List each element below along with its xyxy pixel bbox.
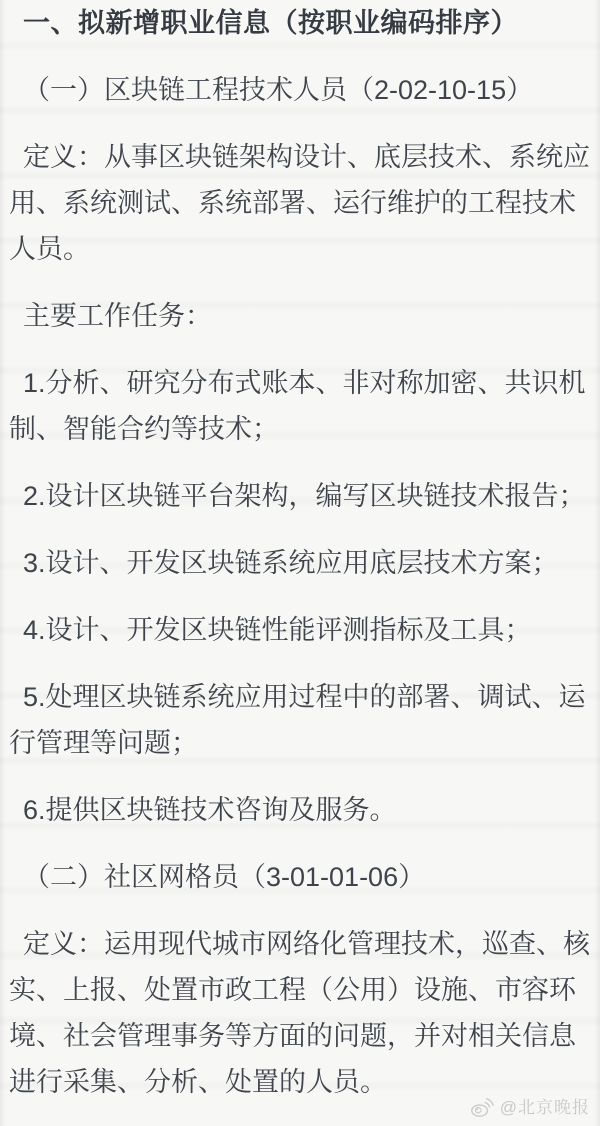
section-1-title: （一）区块链工程技术人员（2-02-10-15） <box>23 75 534 105</box>
task-item-4: 4.设计、开发区块链性能评测指标及工具； <box>23 615 532 645</box>
watermark-handle: @北京晚报 <box>499 1098 590 1117</box>
section-1-tasks-label: 主要工作任务： <box>23 301 212 331</box>
section-1-definition: 定义：从事区块链架构设计、底层技术、系统应用、系统测试、系统部署、运行维护的工程技术人员。 <box>9 142 590 264</box>
task-item-1: 1.分析、研究分布式账本、非对称加密、共识机制、智能合约等技术； <box>9 368 586 444</box>
weibo-watermark <box>470 1097 590 1118</box>
section-2-title: （二）社区网格员（3-01-01-06） <box>23 862 426 892</box>
weibo-icon <box>470 1097 495 1118</box>
document-heading: 一、拟新增职业信息（按职业编码排序） <box>23 8 518 38</box>
task-item-2: 2.设计区块链平台架构，编写区块链技术报告； <box>23 481 586 511</box>
task-item-5: 5.处理区块链系统应用过程中的部署、调试、运行管理等问题； <box>9 682 586 758</box>
section-2-definition: 定义：运用现代城市网络化管理技术，巡查、核实、上报、处置市政工程（公用）设施、市容环境、社会管理事务等方面的问题，并对相关信息进行采集、分析、处置的人员。 <box>9 929 590 1097</box>
task-item-6: 6.提供区块链技术咨询及服务。 <box>23 795 397 825</box>
task-item-3: 3.设计、开发区块链系统应用底层技术方案； <box>23 548 559 578</box>
